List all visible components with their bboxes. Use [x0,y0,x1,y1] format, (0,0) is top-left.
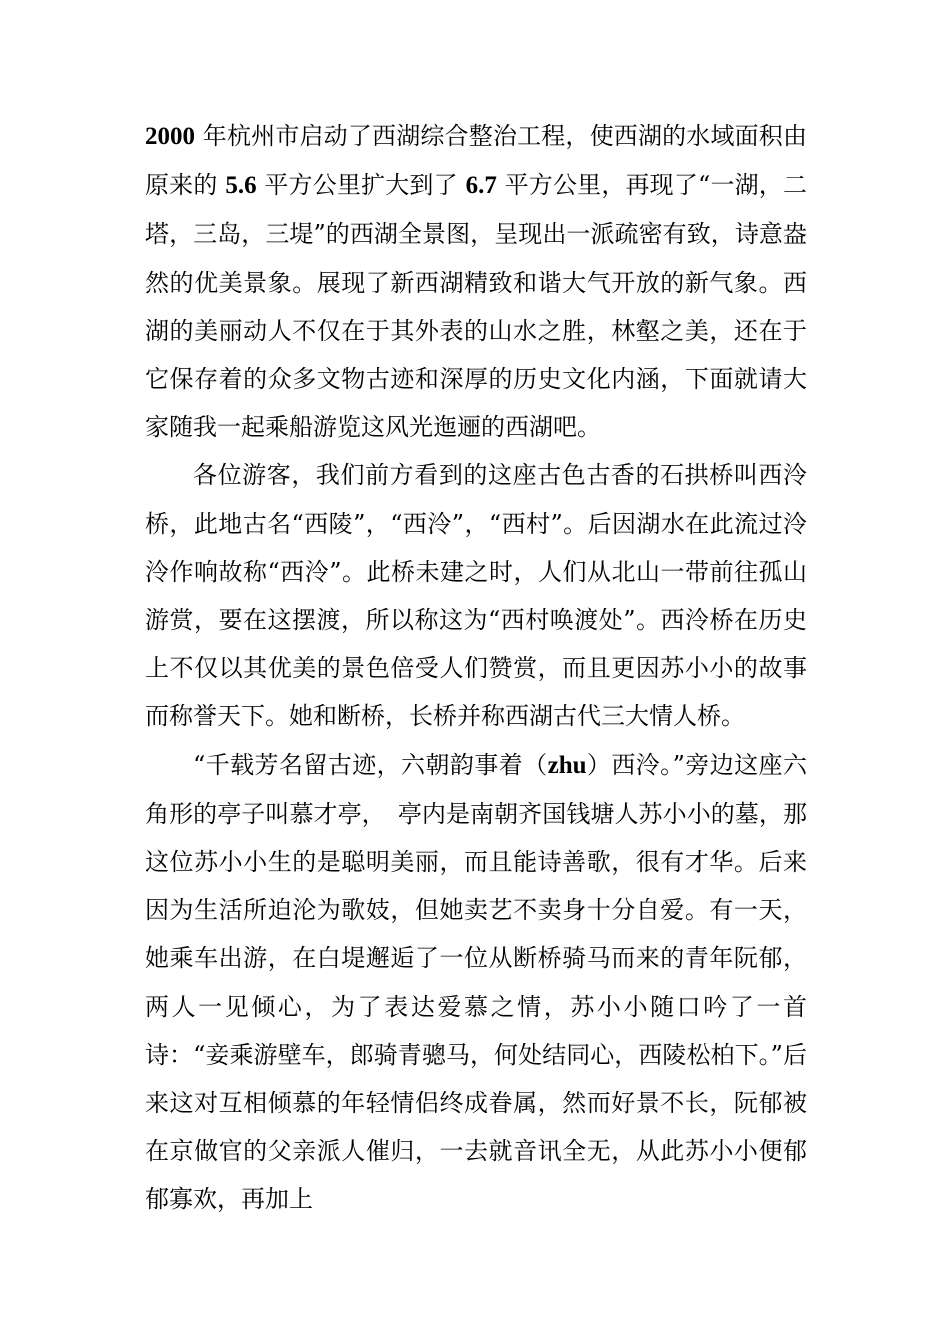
text-segment: “千载芳名留古迹，六朝韵事着（ [193,750,548,779]
area-before-number: 5.6 [225,172,257,200]
text-segment: 各位游客，我们前方看到的这座古色古香的石拱桥叫西泠桥，此地古名“西陵”，“西泠”，“西村”。后因湖水在此流过泠泠作响故称“西泠”。此桥未建之时，人们从北山一带前往孤山游赏，要在这摆渡，所以称这为“西村唤渡处”。西泠桥在历史上不仅以其优美的景色倍受人们赞赏，而且更因苏小小的故事而称誉天下。她和断桥，长桥并称西湖古代三大情人桥。 [145,461,807,731]
area-after-number: 6.7 [465,172,497,200]
document-body [145,112,807,1224]
pinyin-annotation: zhu [547,751,587,779]
paragraph-xiling-bridge [145,451,807,740]
paragraph-west-lake-renovation [145,112,807,451]
text-segment: 平方公里，再现了“一湖，二塔，三岛，三堤”的西湖全景图，呈现出一派疏密有致，诗意盎然的优美景象。展现了新西湖精致和谐大气开放的新气象。西湖的美丽动人不仅在于其外表的山水之胜，林壑之美，还在于它保存着的众多文物古迹和深厚的历史文化内涵，下面就请大家随我一起乘船游览这风光迤逦的西湖吧。 [145,171,807,442]
text-segment: 年杭州市启动了西湖综合整治工程，使西湖的水域面积由原来的 [145,122,807,200]
paragraph-su-xiaoxiao [145,741,807,1224]
text-segment: ）西泠。”旁边这座六角形的亭子叫慕才亭， 亭内是南朝齐国钱塘人苏小小的墓，那这位苏小小生的是聪明美丽，而且能诗善歌，很有才华。后来因为生活所迫沦为歌妓，但她卖艺不卖身十分自爱。有一天，她乘车出游，在白堤邂逅了一位从断桥骑马而来的青年阮郁，两人一见倾心，为了表达爱慕之情，苏小小随口吟了一首诗：“妾乘游壁车，郎骑青骢马，何处结同心，西陵松柏下。”后来这对互相倾慕的年轻情侣终成眷属，然而好景不长，阮郁被在京做官的父亲派人催归，一去就音讯全无，从此苏小小便郁郁寡欢，再加上 [145,750,807,1214]
year-number: 2000 [145,123,195,150]
text-segment: 平方公里扩大到了 [256,171,466,200]
